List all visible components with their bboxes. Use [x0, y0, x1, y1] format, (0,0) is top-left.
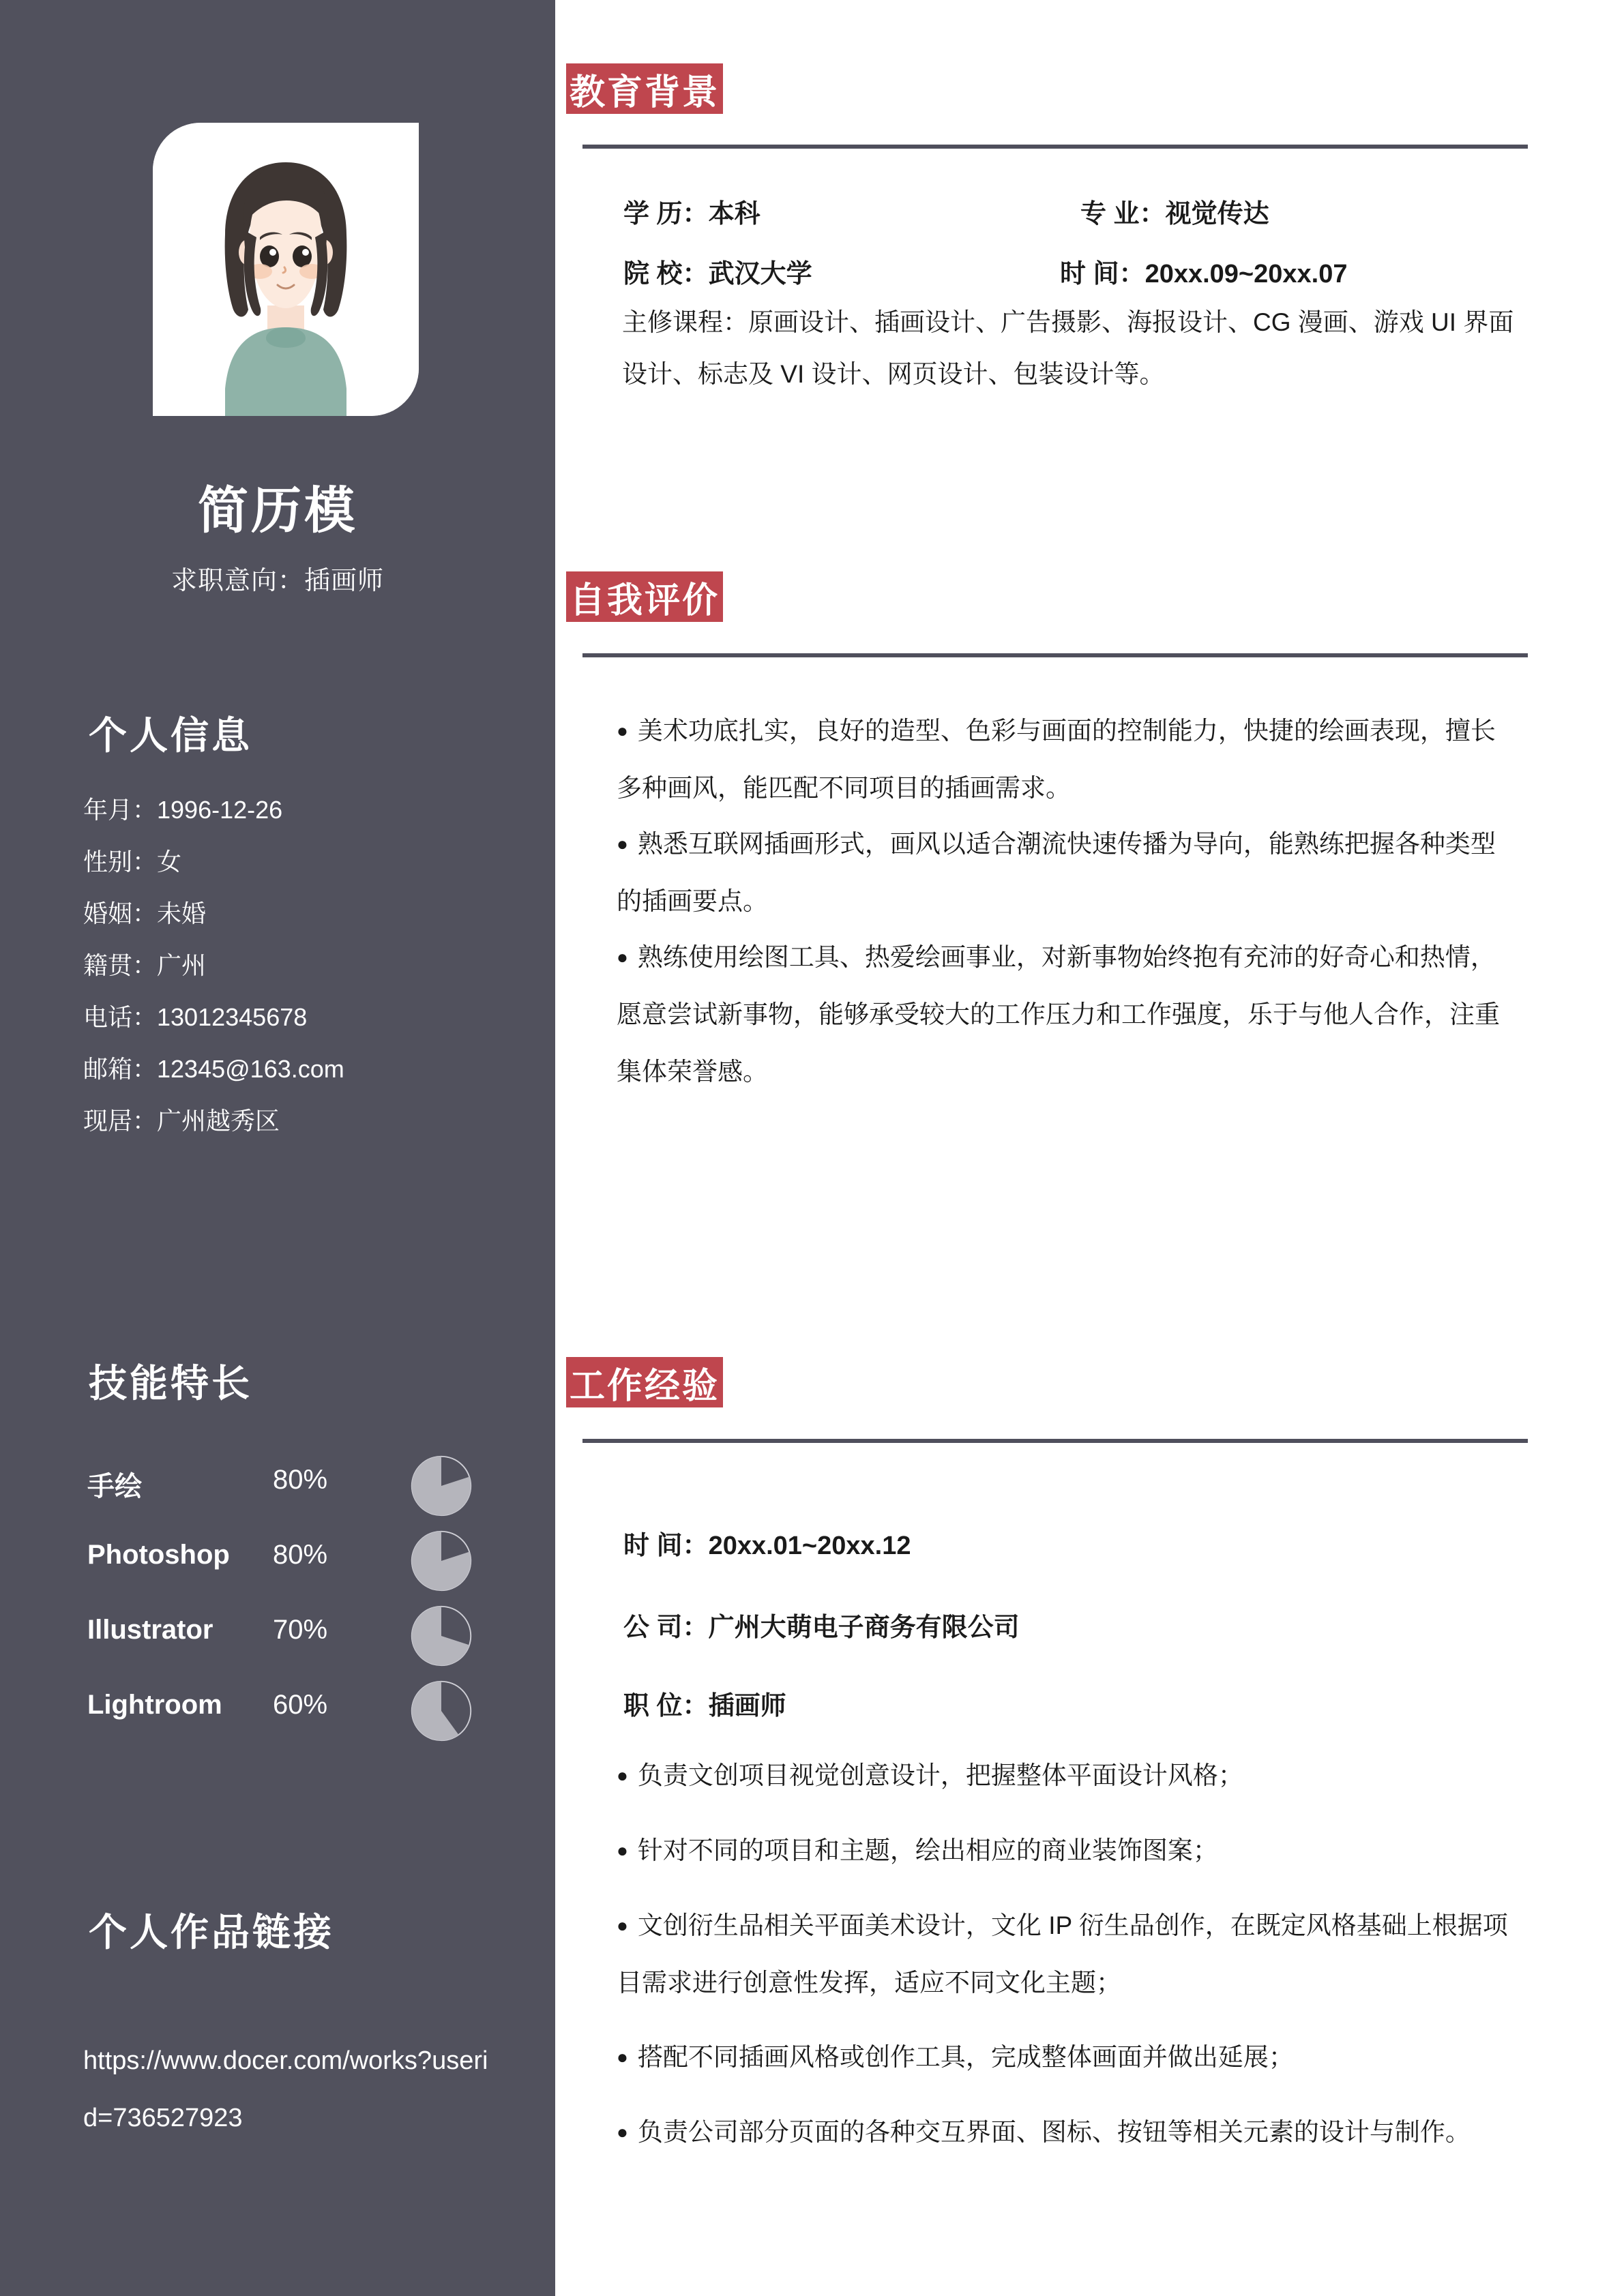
list-item	[0, 1678, 555, 1753]
education-time-value: 20xx.09~20xx.07	[1145, 260, 1348, 288]
list-item	[0, 1602, 555, 1678]
skill-percent-label: 60%	[273, 1690, 328, 1720]
info-label: 邮箱：	[83, 1055, 158, 1083]
work-position-value: 插画师	[708, 1692, 786, 1720]
section-divider-work-experience	[582, 1439, 1528, 1443]
bullet-dot-icon: ●	[617, 833, 628, 854]
list-item	[0, 1452, 555, 1527]
education-time	[1060, 252, 1347, 290]
list-item	[617, 1897, 1517, 2012]
education-degree-label: 学 历：	[623, 200, 709, 228]
work-duty-text: 搭配不同插画风格或创作工具，完成整体画面并做出延展；	[637, 2043, 1294, 2071]
list-item	[617, 929, 1517, 1101]
info-label: 籍贯：	[83, 951, 158, 979]
skill-name: Illustrator	[87, 1615, 213, 1645]
skill-percent-label: 80%	[273, 1465, 328, 1495]
education-degree-value: 本科	[708, 200, 761, 228]
list-item	[83, 1095, 344, 1147]
section-badge-self-evaluation: 自我评价	[566, 571, 723, 622]
education-school	[623, 252, 812, 290]
education-school-value: 武汉大学	[708, 260, 812, 288]
bullet-dot-icon: ●	[617, 946, 628, 968]
bullet-dot-icon: ●	[617, 720, 628, 741]
list-item	[83, 940, 344, 992]
skills-heading: 技能特长	[89, 1362, 252, 1405]
info-label: 现居：	[83, 1107, 158, 1135]
info-value: 广州越秀区	[157, 1107, 280, 1135]
info-label: 婚姻：	[83, 899, 158, 927]
list-item	[83, 992, 344, 1043]
skill-percent-label: 80%	[273, 1540, 328, 1570]
list-item	[617, 702, 1517, 817]
skill-percent-label: 70%	[273, 1615, 328, 1645]
bullet-dot-icon: ●	[617, 1840, 628, 1861]
education-major	[1080, 192, 1269, 230]
candidate-name: 简历模	[198, 482, 357, 539]
list-item	[83, 1043, 344, 1095]
info-value: 未婚	[157, 899, 207, 927]
self-evaluation-text: 熟练使用绘图工具、热爱绘画事业，对新事物始终抱有充沛的好奇心和热情，愿意尝试新事物，能够承受较大的工作压力和工作强度，乐于与他人合作，注重集体荣誉感。	[617, 943, 1500, 1086]
main-content	[555, 0, 1624, 2296]
bullet-dot-icon: ●	[617, 1765, 628, 1786]
info-label: 性别：	[83, 848, 158, 876]
avatar-photo-frame	[153, 123, 419, 416]
skill-name: 手绘	[87, 1472, 142, 1502]
section-divider-self-evaluation	[582, 653, 1528, 657]
section-badge-work-experience: 工作经验	[566, 1357, 723, 1407]
work-time-value: 20xx.01~20xx.12	[708, 1532, 911, 1560]
skill-pie-chart-icon	[409, 1679, 473, 1743]
bullet-dot-icon: ●	[617, 2046, 628, 2068]
work-position	[623, 1684, 786, 1722]
avatar-illustration-icon	[153, 123, 419, 416]
skill-name: Photoshop	[87, 1540, 230, 1570]
sidebar	[0, 0, 555, 2296]
portfolio-heading: 个人作品链接	[89, 1911, 334, 1954]
work-company	[623, 1606, 1020, 1643]
info-value: 12345@163.com	[157, 1055, 344, 1083]
work-duty-text: 针对不同的项目和主题，绘出相应的商业装饰图案；	[637, 1836, 1218, 1864]
skill-pie-chart-icon	[409, 1454, 473, 1518]
work-duty-text: 负责文创项目视觉创意设计，把握整体平面设计风格；	[637, 1761, 1243, 1789]
job-objective: 求职意向：插画师	[171, 567, 384, 595]
list-item	[617, 2029, 1517, 2086]
list-item	[617, 816, 1517, 930]
list-item	[617, 1747, 1517, 1804]
work-company-label: 公 司：	[623, 1613, 709, 1642]
list-item	[617, 1822, 1517, 1879]
personal-info-list	[83, 784, 344, 1147]
self-evaluation-text: 美术功底扎实，良好的造型、色彩与画面的控制能力，快捷的绘画表现，擅长多种画风，能匹配不同项目的插画需求。	[617, 717, 1496, 802]
list-item	[83, 836, 344, 888]
list-item	[617, 2104, 1517, 2161]
work-company-value: 广州大萌电子商务有限公司	[708, 1613, 1020, 1642]
skills-list	[0, 1452, 555, 1753]
list-item	[83, 784, 344, 836]
section-divider-education	[582, 145, 1528, 149]
section-badge-education: 教育背景	[566, 63, 723, 114]
education-major-value: 视觉传达	[1165, 200, 1269, 228]
self-evaluation-text: 熟悉互联网插画形式，画风以适合潮流快速传播为导向，能熟练把握各种类型的插画要点。	[617, 830, 1496, 915]
work-duty-text: 文创衍生品相关平面美术设计，文化 IP 衍生品创作，在既定风格基础上根据项目需求进行创意性发挥，适应不同文化主题；	[617, 1911, 1508, 1997]
bullet-dot-icon: ●	[617, 2121, 628, 2143]
education-courses: 主修课程：原画设计、插画设计、广告摄影、海报设计、CG 漫画、游戏 UI 界面设计、标志及 VI 设计、网页设计、包装设计等。	[622, 308, 1514, 388]
info-value: 1996-12-26	[157, 796, 283, 824]
personal-info-heading: 个人信息	[89, 714, 252, 757]
list-item	[83, 888, 344, 940]
skill-name: Lightroom	[87, 1690, 222, 1720]
work-position-label: 职 位：	[623, 1692, 709, 1720]
education-degree	[623, 192, 761, 230]
work-time	[623, 1524, 911, 1562]
education-major-label: 专 业：	[1080, 200, 1166, 228]
info-value: 广州	[157, 951, 207, 979]
education-time-label: 时 间：	[1060, 260, 1145, 288]
bullet-dot-icon: ●	[617, 1915, 628, 1936]
skill-pie-chart-icon	[409, 1529, 473, 1593]
list-item	[0, 1527, 555, 1602]
info-label: 年月：	[83, 796, 158, 824]
info-value: 女	[157, 848, 182, 876]
info-label: 电话：	[83, 1003, 158, 1031]
education-school-label: 院 校：	[623, 260, 709, 288]
skill-pie-chart-icon	[409, 1604, 473, 1668]
work-time-label: 时 间：	[623, 1532, 709, 1560]
portfolio-link[interactable]: https://www.docer.com/works?userid=736527923	[83, 2046, 488, 2132]
info-value: 13012345678	[157, 1003, 308, 1031]
work-duty-text: 负责公司部分页面的各种交互界面、图标、按钮等相关元素的设计与制作。	[637, 2118, 1471, 2146]
